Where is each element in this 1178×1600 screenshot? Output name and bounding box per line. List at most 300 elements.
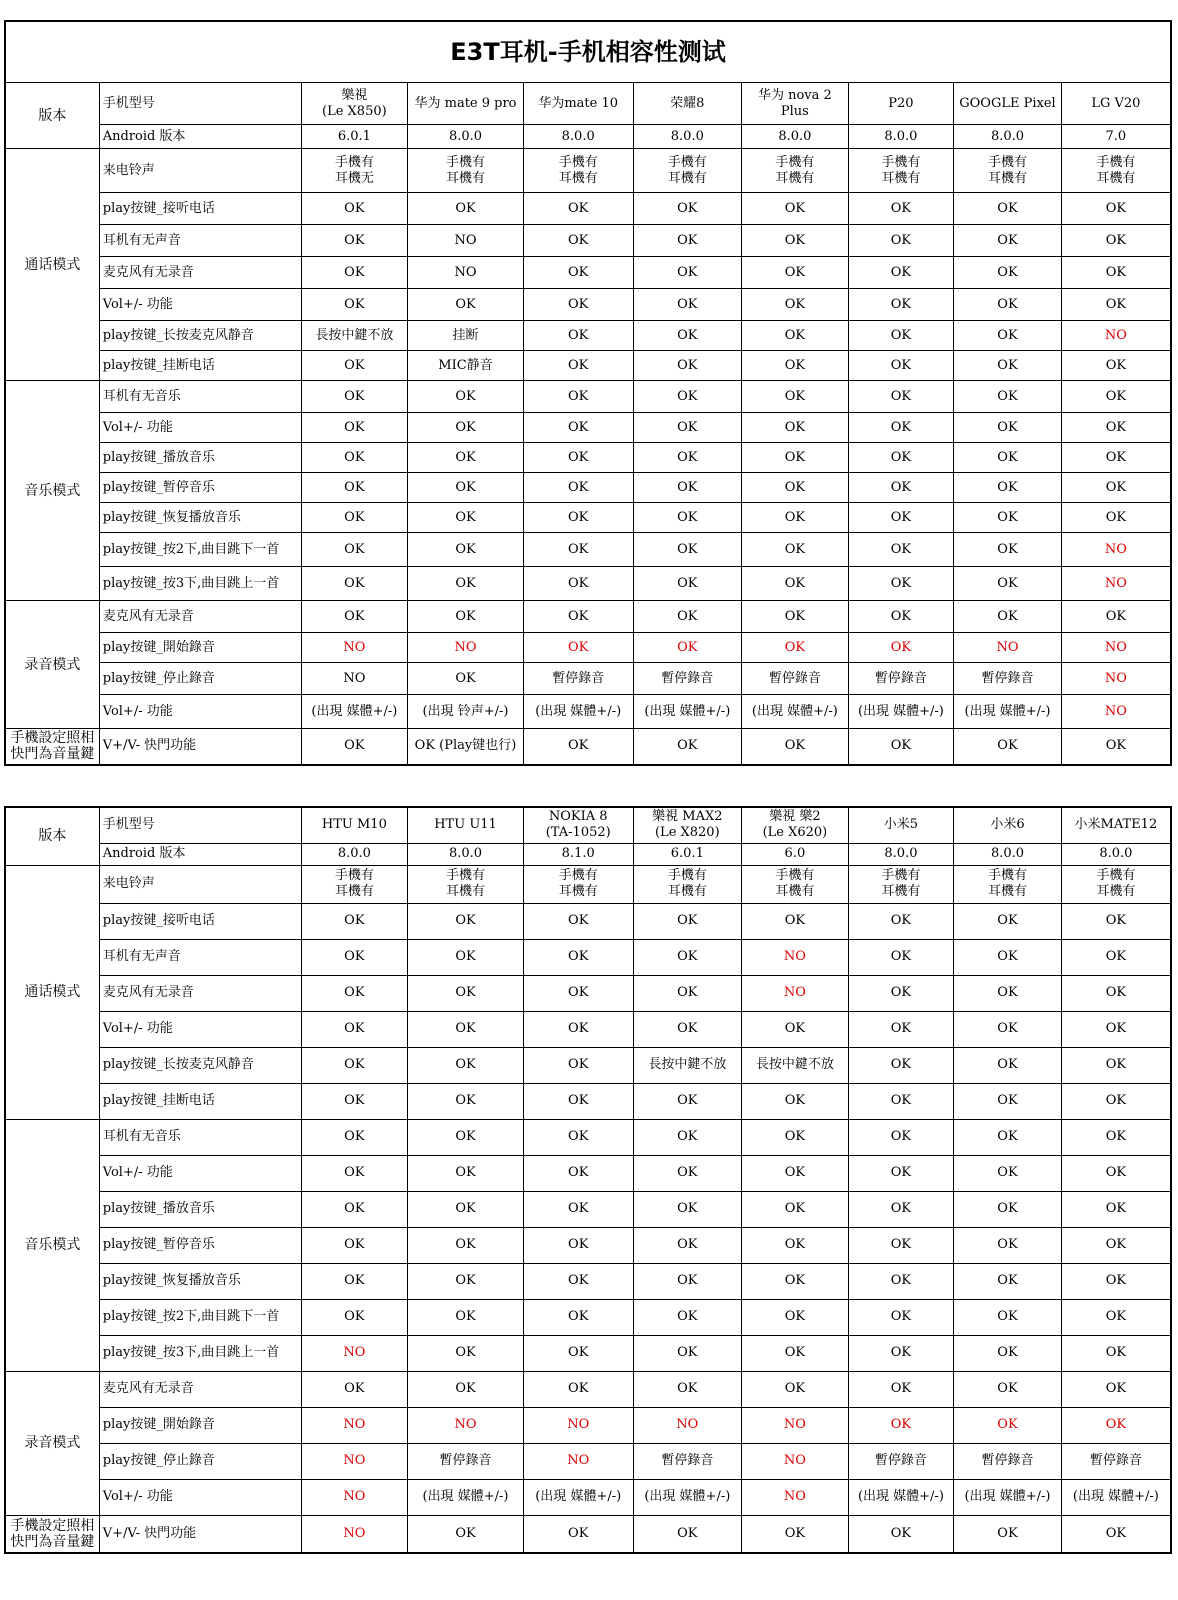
result-cell: OK	[848, 257, 954, 289]
result-cell: OK	[301, 289, 408, 321]
result-cell: OK	[954, 1299, 1062, 1335]
result-cell: OK	[301, 1155, 408, 1191]
result-cell: OK	[408, 663, 524, 695]
result-cell: OK	[1061, 193, 1171, 225]
android-version-cell: 8.1.0	[523, 843, 633, 865]
phone-model-cell: P20	[848, 83, 954, 125]
result-cell: 手機有 耳機有	[301, 865, 408, 903]
result-cell: OK	[742, 729, 849, 765]
result-cell: OK	[1061, 1011, 1171, 1047]
result-cell: (出現 媒體+/-)	[954, 695, 1062, 729]
result-cell: NO	[954, 633, 1062, 663]
result-cell: OK	[1061, 729, 1171, 765]
result-cell: OK	[523, 1263, 633, 1299]
result-cell: OK	[523, 381, 633, 413]
result-cell: OK	[742, 1011, 849, 1047]
android-version-label: Android 版本	[99, 843, 301, 865]
result-cell: OK	[848, 939, 954, 975]
result-cell: (出現 媒體+/-)	[1061, 1479, 1171, 1515]
phone-model-cell: 樂視 MAX2 (Le X820)	[633, 807, 742, 843]
row-label-prev-track: play按键_按3下,曲目跳上一首	[99, 1335, 301, 1371]
row-label-earphone-music: 耳机有无音乐	[99, 381, 301, 413]
result-cell: OK	[742, 321, 849, 351]
version-label: 版本	[5, 83, 99, 149]
result-cell: OK	[848, 975, 954, 1011]
result-cell: OK	[523, 939, 633, 975]
result-cell: (出現 媒體+/-)	[633, 695, 742, 729]
result-cell: OK	[848, 567, 954, 601]
result-cell: OK	[408, 1371, 524, 1407]
result-cell: OK	[848, 601, 954, 633]
row-label-vol: Vol+/- 功能	[99, 695, 301, 729]
result-cell: OK	[633, 1191, 742, 1227]
result-cell: OK	[1061, 503, 1171, 533]
row-label-earphone-sound: 耳机有无声音	[99, 225, 301, 257]
result-cell: OK	[633, 601, 742, 633]
result-cell: NO	[1061, 567, 1171, 601]
result-cell: OK	[848, 533, 954, 567]
result-cell: OK	[742, 473, 849, 503]
row-label-resume-music: play按键_恢复播放音乐	[99, 503, 301, 533]
result-cell: 手機有 耳機有	[633, 149, 742, 193]
result-cell: 挂断	[408, 321, 524, 351]
android-version-cell: 7.0	[1061, 125, 1171, 149]
result-cell: 暫停錄音	[523, 663, 633, 695]
phone-model-cell: 小米5	[848, 807, 954, 843]
result-cell: 手機有 耳機有	[523, 149, 633, 193]
result-cell: OK	[633, 633, 742, 663]
result-cell: OK	[633, 1371, 742, 1407]
result-cell: (出現 媒體+/-)	[848, 695, 954, 729]
result-cell: OK	[742, 633, 849, 663]
result-cell: OK	[742, 1155, 849, 1191]
result-cell: OK	[1061, 1047, 1171, 1083]
result-cell: OK	[523, 567, 633, 601]
result-cell: OK	[408, 1335, 524, 1371]
row-label-hangup: play按键_挂断电话	[99, 351, 301, 381]
result-cell: OK	[523, 1083, 633, 1119]
result-cell: OK	[408, 903, 524, 939]
result-cell: OK	[742, 1083, 849, 1119]
result-cell: OK	[523, 257, 633, 289]
phone-model-cell: 华为 nova 2 Plus	[742, 83, 849, 125]
result-cell: OK	[408, 533, 524, 567]
result-cell: OK	[301, 381, 408, 413]
result-cell: OK	[848, 1191, 954, 1227]
result-cell: OK	[1061, 1335, 1171, 1371]
result-cell: OK	[742, 351, 849, 381]
row-label-mic-record: 麦克风有无录音	[99, 975, 301, 1011]
result-cell: OK	[633, 257, 742, 289]
result-cell: OK	[633, 413, 742, 443]
result-cell: OK	[742, 533, 849, 567]
result-cell: OK	[523, 533, 633, 567]
row-label-shutter: V+/V- 快門功能	[99, 729, 301, 765]
row-label-play-music: play按键_播放音乐	[99, 1191, 301, 1227]
result-cell: OK	[954, 1047, 1062, 1083]
result-cell: 手機有 耳機有	[523, 865, 633, 903]
result-cell: OK	[633, 1263, 742, 1299]
phone-model-cell: 荣耀8	[633, 83, 742, 125]
result-cell: OK	[1061, 1299, 1171, 1335]
result-cell: 手機有 耳機有	[742, 149, 849, 193]
result-cell: OK	[1061, 257, 1171, 289]
result-cell: OK	[301, 351, 408, 381]
result-cell: OK	[633, 351, 742, 381]
result-cell: OK	[523, 1227, 633, 1263]
result-cell: OK	[742, 503, 849, 533]
result-cell: OK	[954, 351, 1062, 381]
row-label-answer: play按键_接听电话	[99, 903, 301, 939]
result-cell: OK	[1061, 1407, 1171, 1443]
result-cell: OK	[848, 225, 954, 257]
row-label-next-track: play按键_按2下,曲目跳下一首	[99, 1299, 301, 1335]
result-cell: OK	[633, 321, 742, 351]
result-cell: OK	[742, 1371, 849, 1407]
phone-model-cell: GOOGLE Pixel	[954, 83, 1062, 125]
android-version-cell: 8.0.0	[848, 843, 954, 865]
result-cell: OK	[848, 1515, 954, 1553]
result-cell: OK	[408, 1191, 524, 1227]
result-cell: OK	[408, 939, 524, 975]
result-cell: 暫停錄音	[633, 663, 742, 695]
result-cell: 手機有 耳機有	[954, 865, 1062, 903]
result-cell: OK	[408, 1515, 524, 1553]
result-cell: OK	[523, 1047, 633, 1083]
result-cell: 暫停錄音	[408, 1443, 524, 1479]
result-cell: OK	[523, 1335, 633, 1371]
phone-model-cell: 小米MATE12	[1061, 807, 1171, 843]
result-cell: NO	[301, 1443, 408, 1479]
result-cell: 手機有 耳機有	[408, 149, 524, 193]
result-cell: NO	[523, 1407, 633, 1443]
result-cell: OK	[1061, 903, 1171, 939]
android-version-cell: 6.0	[742, 843, 849, 865]
result-cell: OK	[301, 1047, 408, 1083]
result-cell: OK	[301, 225, 408, 257]
phone-model-label: 手机型号	[99, 83, 301, 125]
result-cell: OK	[742, 567, 849, 601]
row-label-pause-music: play按键_暂停音乐	[99, 1227, 301, 1263]
phone-model-cell: 小米6	[954, 807, 1062, 843]
row-label-ringtone: 来电铃声	[99, 149, 301, 193]
result-cell: OK	[523, 1155, 633, 1191]
result-cell: NO	[408, 225, 524, 257]
row-label-mic-record: 麦克风有无录音	[99, 601, 301, 633]
result-cell: OK	[523, 473, 633, 503]
music-mode-group: 音乐模式	[5, 1119, 99, 1371]
result-cell: OK	[523, 903, 633, 939]
result-cell: OK	[408, 1119, 524, 1155]
result-cell: OK	[633, 567, 742, 601]
result-cell: OK	[523, 601, 633, 633]
record-mode-group: 录音模式	[5, 601, 99, 729]
result-cell: OK	[408, 601, 524, 633]
result-cell: OK	[633, 503, 742, 533]
result-cell: OK	[1061, 351, 1171, 381]
result-cell: OK	[1061, 225, 1171, 257]
result-cell: NO	[301, 663, 408, 695]
result-cell: OK	[742, 1515, 849, 1553]
result-cell: 手機有 耳機有	[742, 865, 849, 903]
result-cell: 手機有 耳機有	[633, 865, 742, 903]
result-cell: OK	[301, 1011, 408, 1047]
row-label-hangup: play按键_挂断电话	[99, 1083, 301, 1119]
result-cell: OK	[408, 503, 524, 533]
row-label-answer: play按键_接听电话	[99, 193, 301, 225]
result-cell: (出現 媒體+/-)	[301, 695, 408, 729]
result-cell: 手機有 耳機有	[954, 149, 1062, 193]
shutter-group: 手機設定照相快門為音量鍵	[5, 1515, 99, 1553]
android-version-cell: 8.0.0	[954, 125, 1062, 149]
result-cell: OK	[742, 443, 849, 473]
result-cell: OK	[408, 1263, 524, 1299]
result-cell: OK	[1061, 1371, 1171, 1407]
page-title: E3T耳机-手机相容性测试	[5, 21, 1171, 83]
result-cell: OK	[408, 289, 524, 321]
result-cell: OK	[633, 289, 742, 321]
result-cell: 手機有 耳機有	[408, 865, 524, 903]
result-cell: 暫停錄音	[1061, 1443, 1171, 1479]
row-label-earphone-music: 耳机有无音乐	[99, 1119, 301, 1155]
result-cell: OK	[633, 1515, 742, 1553]
row-label-ringtone: 来电铃声	[99, 865, 301, 903]
result-cell: NO	[408, 1407, 524, 1443]
result-cell: OK	[523, 975, 633, 1011]
result-cell: OK	[954, 1011, 1062, 1047]
result-cell: OK	[954, 975, 1062, 1011]
result-cell: OK	[954, 1191, 1062, 1227]
result-cell: OK	[1061, 1263, 1171, 1299]
result-cell: OK	[742, 381, 849, 413]
result-cell: 暫停錄音	[954, 663, 1062, 695]
result-cell: OK	[954, 601, 1062, 633]
result-cell: NO	[633, 1407, 742, 1443]
result-cell: (出現 媒體+/-)	[408, 1479, 524, 1515]
row-label-pause-music: play按键_暂停音乐	[99, 473, 301, 503]
result-cell: OK	[954, 1119, 1062, 1155]
result-cell: OK	[742, 903, 849, 939]
result-cell: NO	[408, 633, 524, 663]
result-cell: OK	[523, 729, 633, 765]
result-cell: OK	[1061, 1227, 1171, 1263]
result-cell: OK	[633, 1335, 742, 1371]
row-label-vol: Vol+/- 功能	[99, 1155, 301, 1191]
row-label-vol: Vol+/- 功能	[99, 1479, 301, 1515]
result-cell: OK	[523, 1119, 633, 1155]
result-cell: 長按中鍵不放	[301, 321, 408, 351]
result-cell: (出現 媒體+/-)	[523, 1479, 633, 1515]
row-label-start-record: play按键_開始錄音	[99, 1407, 301, 1443]
android-version-cell: 6.0.1	[301, 125, 408, 149]
result-cell: OK	[954, 1083, 1062, 1119]
phone-model-cell: HTU U11	[408, 807, 524, 843]
result-cell: OK	[301, 567, 408, 601]
result-cell: OK	[408, 1011, 524, 1047]
result-cell: 暫停錄音	[742, 663, 849, 695]
result-cell: OK	[848, 1227, 954, 1263]
row-label-next-track: play按键_按2下,曲目跳下一首	[99, 533, 301, 567]
result-cell: OK	[848, 351, 954, 381]
compat-table-2	[4, 806, 1172, 1554]
android-version-cell: 8.0.0	[1061, 843, 1171, 865]
result-cell: OK	[1061, 939, 1171, 975]
result-cell: OK	[954, 413, 1062, 443]
result-cell: OK	[523, 443, 633, 473]
result-cell: OK	[408, 1047, 524, 1083]
result-cell: NO	[1061, 533, 1171, 567]
result-cell: OK	[301, 443, 408, 473]
result-cell: OK	[633, 1299, 742, 1335]
result-cell: OK	[848, 503, 954, 533]
result-cell: NO	[408, 257, 524, 289]
result-cell: OK	[954, 533, 1062, 567]
result-cell: OK	[848, 729, 954, 765]
result-cell: OK	[1061, 601, 1171, 633]
result-cell: 暫停錄音	[848, 1443, 954, 1479]
result-cell: OK	[742, 1299, 849, 1335]
call-mode-group: 通话模式	[5, 149, 99, 381]
result-cell: OK	[848, 413, 954, 443]
result-cell: OK	[954, 443, 1062, 473]
android-version-cell: 8.0.0	[301, 843, 408, 865]
result-cell: OK	[848, 1407, 954, 1443]
result-cell: OK	[633, 975, 742, 1011]
phone-model-cell: NOKIA 8 (TA-1052)	[523, 807, 633, 843]
result-cell: OK	[301, 257, 408, 289]
result-cell: OK	[954, 1407, 1062, 1443]
result-cell: OK	[301, 1371, 408, 1407]
result-cell: NO	[742, 1443, 849, 1479]
result-cell: 手機有 耳機有	[848, 149, 954, 193]
android-version-cell: 8.0.0	[408, 125, 524, 149]
result-cell: OK	[742, 289, 849, 321]
result-cell: (出現 媒體+/-)	[954, 1479, 1062, 1515]
row-label-mic-record: 麦克风有无录音	[99, 1371, 301, 1407]
result-cell: OK	[633, 381, 742, 413]
result-cell: 手機有 耳機无	[301, 149, 408, 193]
result-cell: 暫停錄音	[954, 1443, 1062, 1479]
result-cell: OK	[633, 473, 742, 503]
result-cell: OK	[633, 193, 742, 225]
result-cell: NO	[742, 1479, 849, 1515]
result-cell: OK	[1061, 1191, 1171, 1227]
result-cell: OK	[408, 1299, 524, 1335]
result-cell: NO	[301, 1515, 408, 1553]
result-cell: OK	[1061, 1119, 1171, 1155]
phone-model-cell: HTU M10	[301, 807, 408, 843]
row-label-vol: Vol+/- 功能	[99, 1011, 301, 1047]
record-mode-group: 录音模式	[5, 1371, 99, 1515]
phone-model-cell: 华为 mate 9 pro	[408, 83, 524, 125]
result-cell: OK	[301, 601, 408, 633]
result-cell: (出現 媒體+/-)	[848, 1479, 954, 1515]
result-cell: OK	[848, 1371, 954, 1407]
result-cell: OK	[1061, 975, 1171, 1011]
android-version-cell: 8.0.0	[954, 843, 1062, 865]
result-cell: OK	[408, 1083, 524, 1119]
result-cell: OK	[848, 473, 954, 503]
result-cell: 長按中鍵不放	[742, 1047, 849, 1083]
result-cell: OK	[301, 1263, 408, 1299]
phone-model-label: 手机型号	[99, 807, 301, 843]
phone-model-cell: 华为mate 10	[523, 83, 633, 125]
result-cell: OK	[954, 903, 1062, 939]
result-cell: OK	[848, 443, 954, 473]
result-cell: OK	[633, 1011, 742, 1047]
result-cell: OK	[742, 1335, 849, 1371]
result-cell: OK	[301, 975, 408, 1011]
result-cell: NO	[301, 1479, 408, 1515]
result-cell: OK	[633, 1083, 742, 1119]
result-cell: NO	[742, 975, 849, 1011]
result-cell: OK	[301, 1227, 408, 1263]
result-cell: OK	[633, 729, 742, 765]
result-cell: 長按中鍵不放	[633, 1047, 742, 1083]
result-cell: NO	[1061, 633, 1171, 663]
result-cell: OK	[633, 1227, 742, 1263]
result-cell: OK	[954, 567, 1062, 601]
phone-model-cell: LG V20	[1061, 83, 1171, 125]
result-cell: OK	[408, 567, 524, 601]
result-cell: 手機有 耳機有	[1061, 865, 1171, 903]
result-cell: OK	[954, 1335, 1062, 1371]
result-cell: OK	[408, 443, 524, 473]
result-cell: OK	[848, 633, 954, 663]
result-cell: OK	[633, 903, 742, 939]
result-cell: OK	[523, 321, 633, 351]
result-cell: OK	[633, 443, 742, 473]
result-cell: OK	[408, 1227, 524, 1263]
result-cell: OK	[408, 1155, 524, 1191]
row-label-stop-record: play按键_停止錄音	[99, 663, 301, 695]
phone-model-cell: 樂視 (Le X850)	[301, 83, 408, 125]
result-cell: OK	[954, 1515, 1062, 1553]
result-cell: OK	[408, 473, 524, 503]
result-cell: OK	[523, 1299, 633, 1335]
result-cell: OK	[848, 903, 954, 939]
result-cell: OK	[301, 193, 408, 225]
result-cell: OK	[742, 257, 849, 289]
result-cell: OK	[848, 1047, 954, 1083]
result-cell: OK	[954, 257, 1062, 289]
result-cell: OK	[523, 225, 633, 257]
result-cell: OK	[523, 503, 633, 533]
result-cell: OK	[954, 381, 1062, 413]
result-cell: OK	[954, 1263, 1062, 1299]
result-cell: OK	[848, 381, 954, 413]
result-cell: OK	[1061, 1515, 1171, 1553]
result-cell: NO	[301, 1335, 408, 1371]
result-cell: OK	[848, 1119, 954, 1155]
result-cell: OK	[742, 193, 849, 225]
result-cell: 手機有 耳機有	[848, 865, 954, 903]
result-cell: 暫停錄音	[848, 663, 954, 695]
result-cell: OK	[1061, 1083, 1171, 1119]
result-cell: OK	[633, 533, 742, 567]
row-label-shutter: V+/V- 快門功能	[99, 1515, 301, 1553]
result-cell: OK	[848, 1299, 954, 1335]
result-cell: NO	[301, 1407, 408, 1443]
result-cell: OK	[633, 1155, 742, 1191]
android-version-cell: 8.0.0	[408, 843, 524, 865]
result-cell: OK	[848, 1011, 954, 1047]
compat-table-1	[4, 20, 1172, 766]
result-cell: OK	[742, 601, 849, 633]
result-cell: OK	[301, 413, 408, 443]
result-cell: OK	[633, 1119, 742, 1155]
result-cell: MIC静音	[408, 351, 524, 381]
